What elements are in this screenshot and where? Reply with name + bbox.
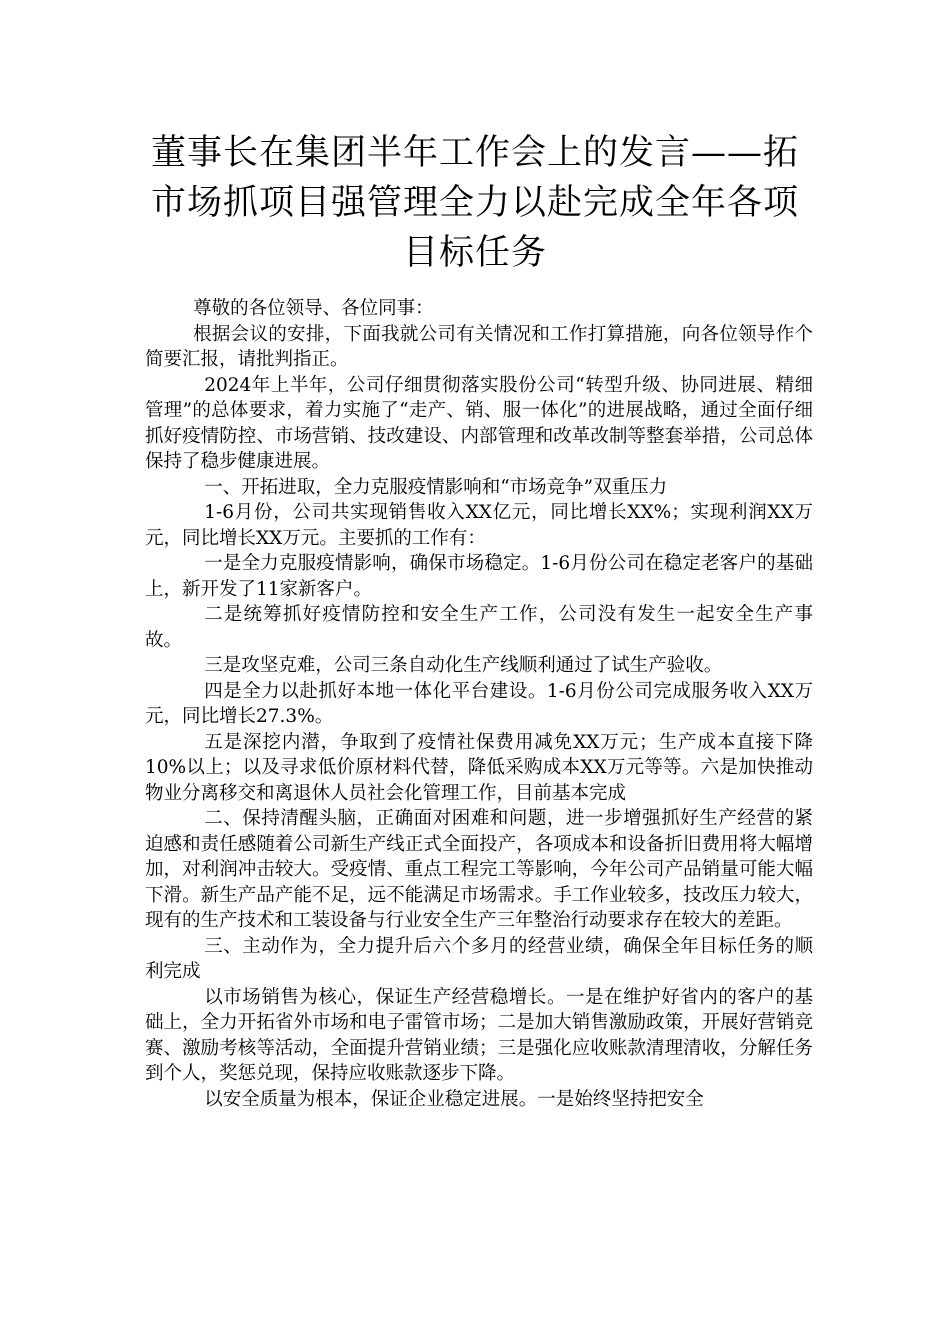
paragraph: 五是深挖内潜，争取到了疫情社保费用减免XX万元；生产成本直接下降10%以上；以及寻求低价原材料代替，降低采购成本XX万元等等。六是加快推动物业分离移交和离退休人员社会化管理工作，目前基本完成 <box>145 731 813 804</box>
section-heading: 二、保持清醒头脑，正确面对困难和问题，进一步增强抓好生产经营的紧迫感和责任感随着公司新生产线正式全面投产，各项成本和设备折旧费用将大幅增加，对利润冲击较大。受疫情、重点工程完工等影响，今年公司产品销量可能大幅下滑。新生产品产能不足，远不能满足市场需求。手工作业较多，技改压力较大，现有的生产技术和工装设备与行业安全生产三年整治行动要求存在较大的差距。 <box>145 808 813 931</box>
salutation: 尊敬的各位领导、各位同事： <box>193 298 434 319</box>
paragraph: 三是攻坚克难，公司三条自动化生产线顺利通过了试生产验收。 <box>204 655 723 676</box>
paragraph: 1-6月份，公司共实现销售收入XX亿元，同比增长XX%；实现利润XX万元，同比增长XX万元。主要抓的工作有： <box>145 502 813 549</box>
paragraph: 二是统筹抓好疫情防控和安全生产工作，公司没有发生一起安全生产事故。 <box>145 604 813 651</box>
paragraph: 一是全力克服疫情影响，确保市场稳定。1-6月份公司在稳定老客户的基础上，新开发了11家新客户。 <box>145 553 813 600</box>
paragraph: 以安全质量为根本，保证企业稳定进展。一是始终坚持把安全 <box>204 1088 704 1110</box>
paragraph: 以市场销售为核心，保证生产经营稳增长。一是在维护好省内的客户的基础上，全力开拓省外市场和电子雷管市场；二是加大销售激励政策，开展好营销竞赛、激励考核等活动，全面提升营销业绩；三是强化应收账款清理清收，分解任务到个人，奖惩兑现，保持应收账款逐步下降。 <box>145 986 813 1084</box>
title-line: 董事长在集团半年工作会上的发言——拓 <box>150 133 799 173</box>
document-body <box>145 296 813 1112</box>
document-title <box>150 128 800 278</box>
paragraph: 2024年上半年，公司仔细贯彻落实股份公司“转型升级、协同进展、精细管理”的总体要求，着力实施了“走产、销、服一体化”的进展战略，通过全面仔细抓好疫情防控、市场营销、技改建设、内部管理和改革改制等整套举措，公司总体保持了稳步健康进展。 <box>145 374 813 472</box>
title-line: 市场抓项目强管理全力以赴完成全年各项 <box>150 183 799 223</box>
title-line: 目标任务 <box>402 233 547 273</box>
paragraph: 四是全力以赴抓好本地一体化平台建设。1-6月份公司完成服务收入XX万元，同比增长27.3%。 <box>145 680 813 727</box>
paragraph: 根据会议的安排，下面我就公司有关情况和工作打算措施，向各位领导作个简要汇报，请批判指正。 <box>145 323 813 370</box>
section-heading: 一、开拓进取，全力克服疫情影响和“市场竞争”双重压力 <box>204 476 668 498</box>
section-heading: 三、主动作为，全力提升后六个多月的经营业绩，确保全年目标任务的顺利完成 <box>145 935 813 982</box>
